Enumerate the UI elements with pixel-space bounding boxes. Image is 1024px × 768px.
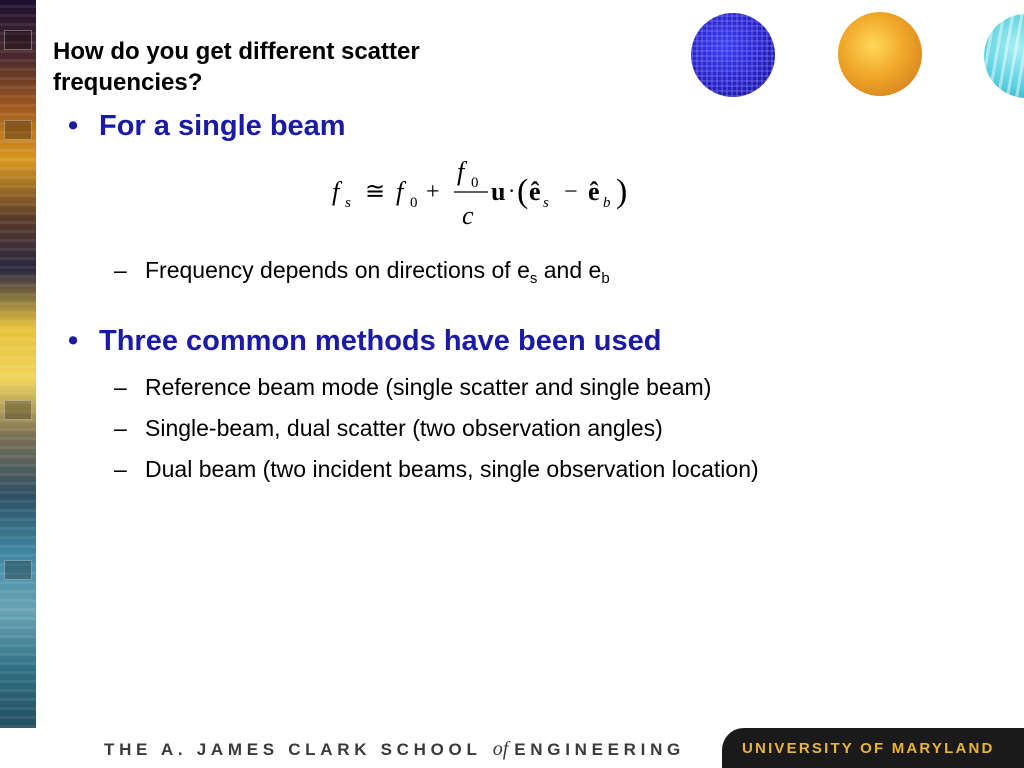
bullet-three-methods — [68, 325, 661, 358]
eq-e-s-sub: s — [543, 195, 549, 211]
subitem-single-beam-dual-scatter — [114, 415, 663, 442]
clark-school-wordmark: THE A. JAMES CLARK SCHOOL of ENGINEERING — [104, 738, 685, 760]
eq-u: u — [491, 177, 506, 206]
dash-icon: – — [114, 374, 127, 400]
subitem-text: Single-beam, dual scatter (two observation angles) — [145, 415, 663, 441]
bullet-dot-icon: • — [68, 325, 79, 357]
circuit-chip-decoration — [4, 30, 32, 50]
eq-frac-num: f — [457, 157, 465, 186]
slide-title-line2: frequencies? — [53, 69, 203, 96]
eq-minus: − — [564, 179, 578, 205]
eq-rparen: ) — [616, 173, 628, 210]
eq-fs-sub: s — [345, 195, 351, 211]
slide-title — [53, 36, 613, 98]
blue-sphere-decoration — [691, 13, 775, 97]
decorative-collage-strip — [0, 0, 36, 728]
eq-f0: f — [396, 177, 404, 206]
eq-fs: f — [332, 177, 340, 206]
bullet-label: For a single beam — [99, 110, 346, 142]
eq-e-b: ê — [588, 177, 600, 206]
university-wordmark: UNIVERSITY OF MARYLAND — [742, 740, 995, 757]
subitem-dual-beam — [114, 456, 759, 483]
eq-approx: ≅ — [365, 179, 386, 205]
circuit-chip-decoration — [4, 120, 32, 140]
circuit-chip-decoration — [4, 560, 32, 580]
slide-title-line1: How do you get different scatter — [53, 38, 420, 65]
eq-plus: + — [426, 179, 440, 205]
dash-icon: – — [114, 456, 127, 482]
eq-e-s: ê — [529, 177, 541, 206]
eq-e-b-sub: b — [603, 195, 611, 211]
eq-dot: · — [508, 178, 516, 203]
circuit-chip-decoration — [4, 400, 32, 420]
eq-frac-den: c — [462, 201, 474, 230]
eq-f0-sub: 0 — [410, 195, 418, 211]
bullet-single-beam — [68, 110, 346, 143]
subitem-text: Frequency depends on directions of $e_s$ and $e_b$ — [145, 257, 610, 287]
eq-lparen: ( — [517, 173, 529, 210]
bullet-label: Three common methods have been used — [99, 325, 662, 357]
eq-frac-num-sub: 0 — [471, 175, 479, 191]
subitem-text: Dual beam (two incident beams, single observation location) — [145, 456, 759, 482]
cyan-sphere-decoration — [984, 14, 1024, 98]
subitem-reference-beam — [114, 374, 711, 401]
dash-icon: – — [114, 415, 127, 441]
orange-sphere-decoration — [838, 12, 922, 96]
bullet-dot-icon: • — [68, 110, 79, 142]
doppler-frequency-equation — [330, 152, 640, 232]
subitem-text: Reference beam mode (single scatter and single beam) — [145, 374, 712, 400]
subitem-frequency-depends — [114, 257, 610, 287]
dash-icon: – — [114, 257, 127, 283]
